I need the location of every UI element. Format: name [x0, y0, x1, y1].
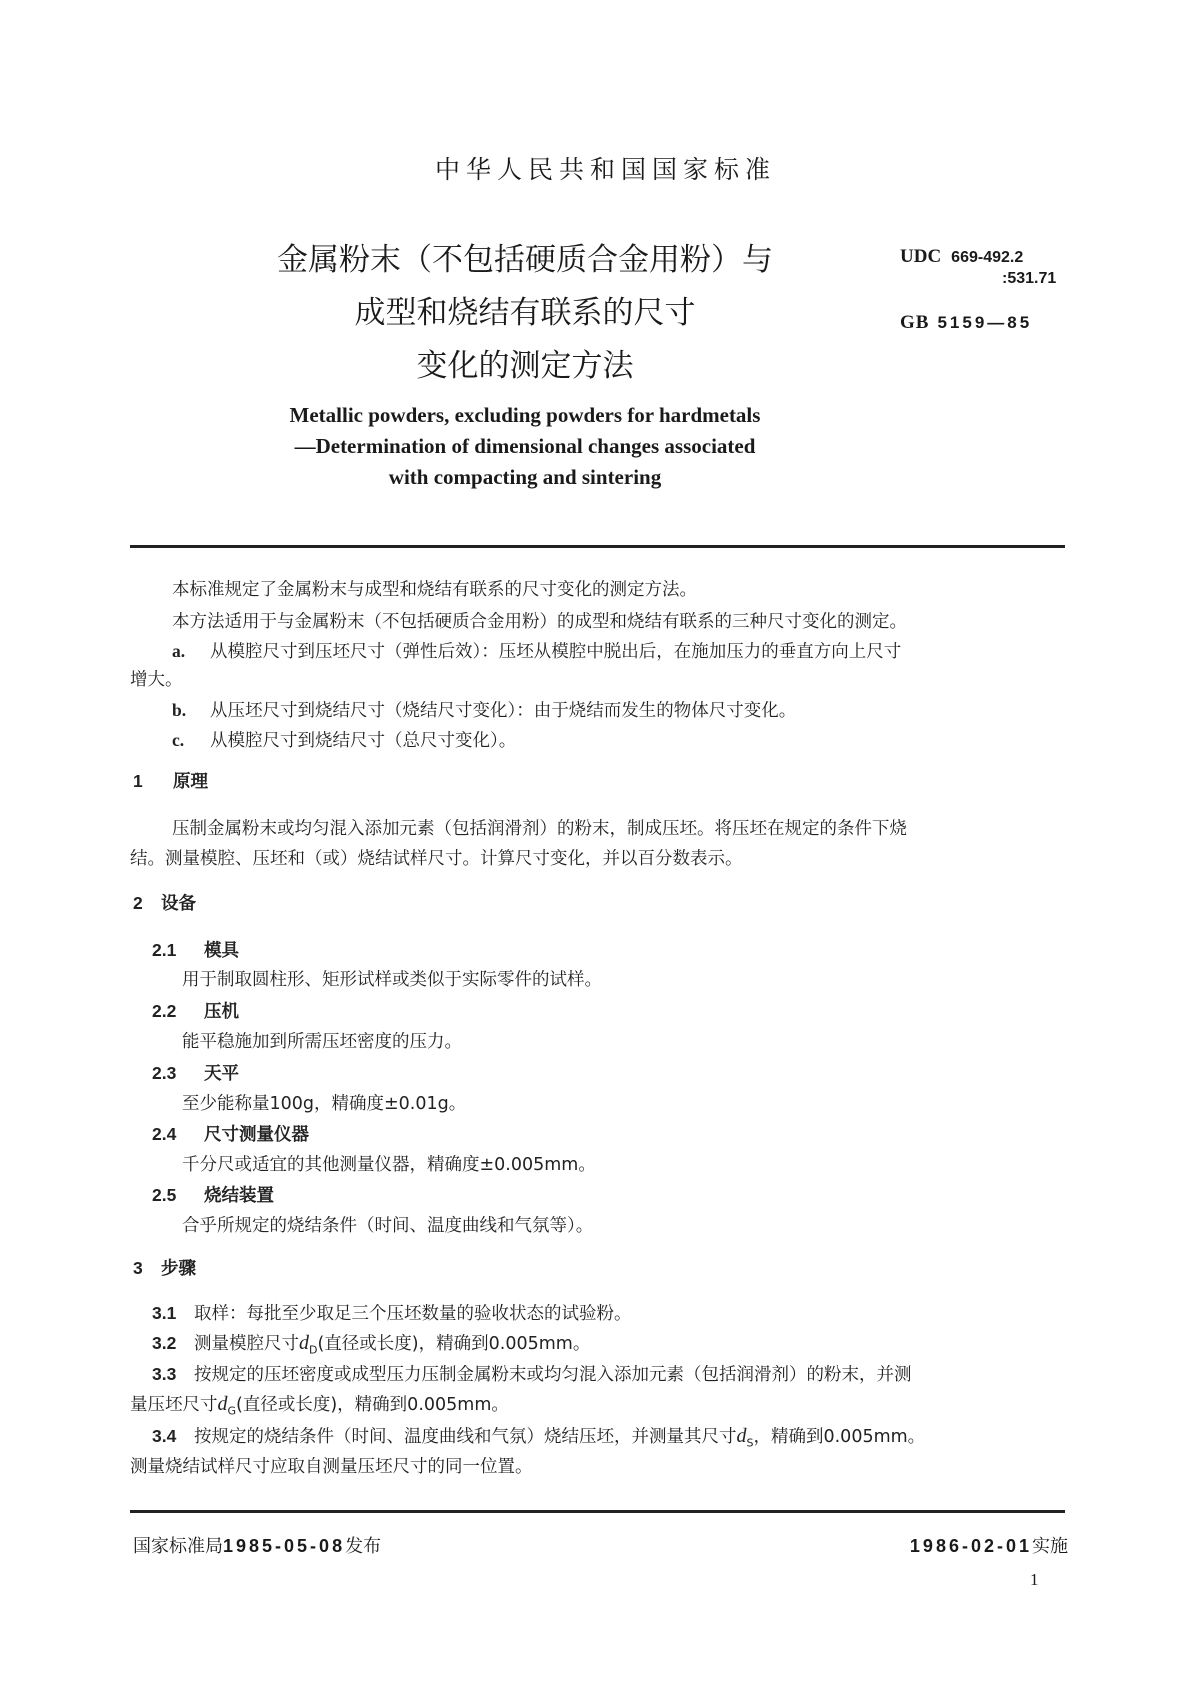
step-3-3-number: 3.3: [152, 1364, 177, 1384]
document-title-en: [230, 400, 820, 493]
header-divider: [130, 545, 1065, 548]
section-2-heading: [133, 890, 196, 915]
section-1-title: 原理: [173, 772, 208, 792]
document-title-cn: [230, 234, 820, 393]
step-3-2: [152, 1330, 590, 1357]
intro-item-b: [172, 697, 796, 722]
variable-d: d: [299, 1332, 309, 1354]
variable-d: d: [217, 1393, 228, 1415]
effective-date: 1986-02-01: [909, 1536, 1032, 1556]
subsection-2-3-text: 至少能称量100g，精确度±0.01g。: [182, 1094, 467, 1114]
effective-suffix: 实施: [1032, 1536, 1068, 1557]
item-text-a: 从模腔尺寸到压坯尺寸（弹性后效）：压坯从模腔中脱出后，在施加压力的垂直方向上尺寸: [210, 642, 902, 662]
subscript-S: S: [746, 1436, 754, 1450]
subscript-G: G: [227, 1404, 237, 1418]
title-cn-line-2: 成型和烧结有联系的尺寸: [354, 295, 696, 331]
subsection-2-4-heading: [152, 1121, 309, 1146]
subsection-2-1-number: 2.1: [152, 940, 177, 960]
effective-info: [910, 1532, 1068, 1558]
step-3-4-cont: 测量烧结试样尺寸应取自测量压坯尺寸的同一位置。: [130, 1457, 533, 1477]
step-3-4-pre: 按规定的烧结条件（时间、温度曲线和气氛）烧结压坯，并测量其尺寸: [194, 1427, 737, 1447]
gb-number: 5159—85: [937, 313, 1033, 332]
section-1-number: 1: [133, 771, 143, 791]
gb-label: GB: [900, 312, 930, 333]
subsection-2-4-number: 2.4: [152, 1124, 177, 1144]
intro-paragraph-1: 本标准规定了金属粉末与成型和烧结有联系的尺寸变化的测定方法。: [172, 580, 697, 600]
subsection-2-3-number: 2.3: [152, 1063, 177, 1083]
title-en-line-2: —Determination of dimensional changes associated: [294, 434, 756, 458]
section-1-line-1: 压制金属粉末或均匀混入添加元素（包括润滑剂）的粉末，制成压坯。将压坯在规定的条件下烧: [172, 819, 907, 839]
subsection-2-5-heading: [152, 1182, 274, 1207]
step-3-4: [152, 1423, 925, 1450]
step-3-3-cont-pre: 量压坯尺寸: [130, 1395, 218, 1415]
subsection-2-2-text: 能平稳施加到所需压坯密度的压力。: [182, 1032, 462, 1052]
section-3-heading: [133, 1255, 196, 1280]
step-3-3-cont-post: (直径或长度)，精确到0.005mm。: [236, 1395, 509, 1415]
issue-date: 1985-05-08: [223, 1536, 346, 1556]
step-3-3: [152, 1361, 912, 1386]
step-3-1: [152, 1300, 632, 1325]
section-2-title: 设备: [161, 894, 196, 914]
subsection-2-5-number: 2.5: [152, 1185, 177, 1205]
item-text-b: 从压坯尺寸到烧结尺寸（烧结尺寸变化）：由于烧结而发生的物体尺寸变化。: [210, 701, 797, 721]
udc-code-1: 669-492.2: [951, 249, 1024, 266]
subsection-2-1-heading: [152, 937, 239, 962]
subsection-2-4-text: 千分尺或适宜的其他测量仪器，精确度±0.005mm。: [182, 1155, 596, 1175]
section-3-title: 步骤: [161, 1259, 196, 1279]
step-3-3-cont: [130, 1391, 509, 1418]
footer-divider: [130, 1510, 1065, 1513]
step-3-2-post: (直径或长度)，精确到0.005mm。: [317, 1334, 591, 1354]
section-2-number: 2: [133, 893, 143, 913]
item-label-a: a.: [172, 641, 186, 661]
step-3-3-text: 按规定的压坯密度或成型压力压制金属粉末或均匀混入添加元素（包括润滑剂）的粉末，并测: [194, 1365, 912, 1385]
intro-item-a-cont: 增大。: [130, 670, 183, 690]
step-3-2-number: 3.2: [152, 1333, 177, 1353]
title-en-line-1: Metallic powders, excluding powders for hardmetals: [289, 403, 761, 427]
subsection-2-4-title: 尺寸测量仪器: [204, 1125, 309, 1145]
item-label-c: c.: [172, 730, 185, 750]
section-3-number: 3: [133, 1258, 143, 1278]
intro-item-c: [172, 727, 516, 752]
country-standard-heading: 中华人民共和国国家标准: [434, 155, 776, 184]
udc-code-2: :531.71: [1002, 270, 1057, 287]
subsection-2-2-heading: [152, 998, 239, 1023]
intro-paragraph-2: 本方法适用于与金属粉末（不包括硬质合金用粉）的成型和烧结有联系的三种尺寸变化的测定。: [172, 612, 907, 632]
page-number: 1: [1030, 1570, 1039, 1589]
item-text-c: 从模腔尺寸到烧结尺寸（总尺寸变化）。: [210, 731, 517, 751]
title-cn-line-1: 金属粉末（不包括硬质合金用粉）与: [277, 242, 773, 278]
subsection-2-2-title: 压机: [204, 1002, 239, 1022]
title-cn-line-3: 变化的测定方法: [416, 348, 634, 384]
variable-d: d: [736, 1425, 747, 1447]
issue-info: [133, 1532, 381, 1558]
section-1-heading: [133, 768, 208, 793]
subsection-2-3-heading: [152, 1060, 239, 1085]
subsection-2-1-text: 用于制取圆柱形、矩形试样或类似于实际零件的试样。: [182, 970, 602, 990]
intro-item-a: [172, 638, 901, 663]
issuer: 国家标准局: [133, 1536, 223, 1557]
item-label-b: b.: [172, 700, 187, 720]
subscript-D: D: [309, 1343, 318, 1357]
step-3-1-text: 取样：每批至少取足三个压坯数量的验收状态的试验粉。: [194, 1304, 632, 1324]
subsection-2-3-title: 天平: [204, 1064, 239, 1084]
issue-suffix: 发布: [345, 1536, 382, 1557]
step-3-1-number: 3.1: [152, 1303, 177, 1323]
subsection-2-5-text: 合乎所规定的烧结条件（时间、温度曲线和气氛等）。: [182, 1216, 594, 1236]
udc-label: UDC: [900, 246, 942, 267]
udc-code: [900, 246, 1023, 268]
subsection-2-1-title: 模具: [204, 941, 239, 961]
section-1-line-2: 结。测量模腔、压坯和（或）烧结试样尺寸。计算尺寸变化，并以百分数表示。: [130, 849, 743, 869]
subsection-2-2-number: 2.2: [152, 1001, 177, 1021]
title-en-line-3: with compacting and sintering: [388, 465, 662, 489]
step-3-4-post: ，精确到0.005mm。: [753, 1427, 926, 1447]
gb-standard-number: [900, 312, 1032, 334]
step-3-2-pre: 测量模腔尺寸: [194, 1334, 299, 1354]
subsection-2-5-title: 烧结装置: [204, 1186, 274, 1206]
step-3-4-number: 3.4: [152, 1426, 177, 1446]
